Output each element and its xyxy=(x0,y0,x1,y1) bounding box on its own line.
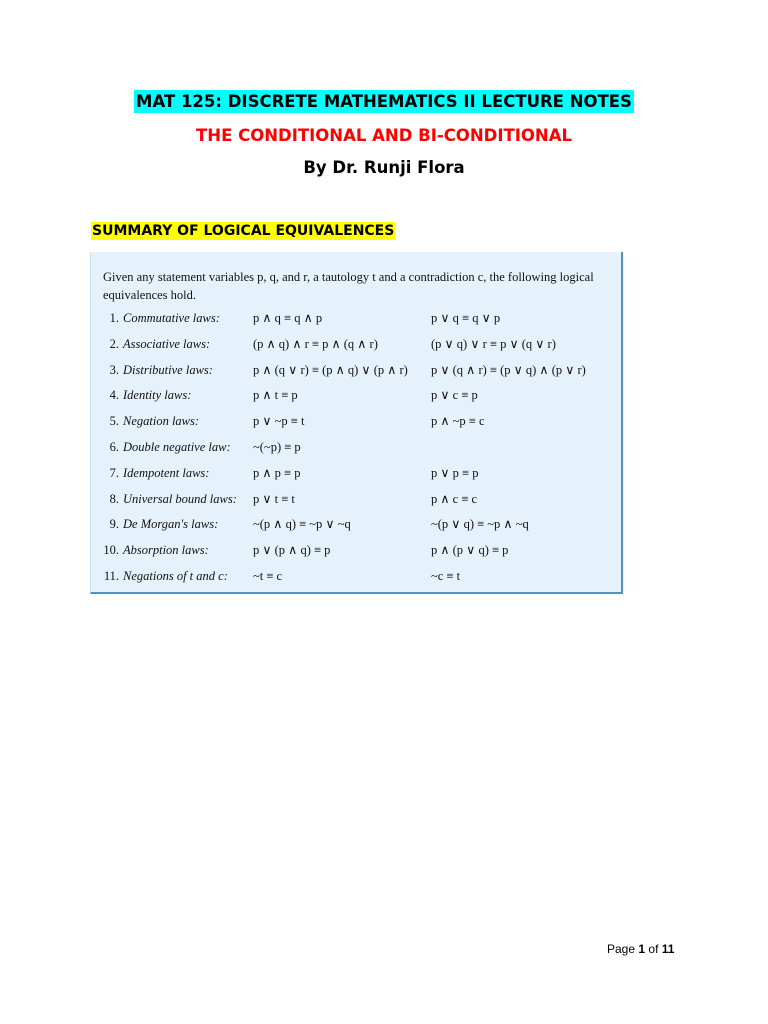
law-name: Negations of t and c: xyxy=(123,569,228,583)
equivalence-right: ~(p ∨ q) ≡ ~p ∧ ~q xyxy=(431,517,529,532)
equivalence-right: p ∨ c ≡ p xyxy=(431,388,478,403)
law-name: Universal bound laws: xyxy=(123,491,237,506)
equivalence-left: p ∧ q ≡ q ∧ p xyxy=(253,311,323,325)
table-intro: Given any statement variables p, q, and r, a tautology t and a contradiction c, the following logical equivalences hold. xyxy=(103,270,594,302)
law-number: 2. xyxy=(109,336,119,351)
page-footer xyxy=(607,942,674,956)
law-number: 1. xyxy=(109,311,119,325)
equivalence-right: p ∧ ~p ≡ c xyxy=(431,414,485,429)
page-label: Page xyxy=(607,942,636,956)
topic-title: THE CONDITIONAL AND BI-CONDITIONAL xyxy=(196,126,572,145)
law-name: Distributive laws: xyxy=(123,362,213,377)
law-number: 9. xyxy=(109,517,119,532)
equivalence-right: (p ∨ q) ∨ r ≡ p ∨ (q ∨ r) xyxy=(431,336,556,351)
law-number: 4. xyxy=(109,388,119,403)
table-row xyxy=(91,436,621,458)
law-name: Idempotent laws: xyxy=(123,465,210,480)
table-row xyxy=(91,513,621,535)
equivalence-right: p ∨ (q ∧ r) ≡ (p ∨ q) ∧ (p ∨ r) xyxy=(431,362,586,377)
law-name: Identity laws: xyxy=(123,388,192,403)
table-row xyxy=(91,359,621,381)
equivalence-left: ~t ≡ c xyxy=(253,569,283,583)
law-name: Associative laws: xyxy=(123,336,211,351)
equivalence-left: p ∧ t ≡ p xyxy=(253,388,298,403)
equivalence-right: p ∨ p ≡ p xyxy=(431,465,479,480)
course-title-text: MAT 125: DISCRETE MATHEMATICS II LECTURE NOTES xyxy=(136,92,632,111)
equivalence-left: p ∧ p ≡ p xyxy=(253,465,301,480)
equivalence-right: p ∨ q ≡ q ∨ p xyxy=(431,311,501,325)
equivalence-right: p ∧ (p ∨ q) ≡ p xyxy=(431,543,509,558)
of-label: of xyxy=(648,942,659,956)
law-number: 10. xyxy=(103,543,119,558)
table-row xyxy=(91,410,621,432)
equivalence-left: p ∧ (q ∨ r) ≡ (p ∧ q) ∨ (p ∧ r) xyxy=(253,362,408,377)
page-number: 1 xyxy=(638,942,646,956)
law-number: 8. xyxy=(109,491,119,506)
law-number: 5. xyxy=(109,414,119,429)
table-row xyxy=(91,488,621,510)
law-name: Absorption laws: xyxy=(123,543,209,558)
equivalence-left: ~(~p) ≡ p xyxy=(253,440,301,454)
law-name: Negation laws: xyxy=(123,414,200,429)
law-number: 7. xyxy=(109,465,119,480)
table-row xyxy=(91,462,621,484)
law-number: 3. xyxy=(109,362,119,377)
table-row xyxy=(91,565,621,587)
law-number: 11. xyxy=(103,569,119,583)
author-line: By Dr. Runji Flora xyxy=(303,158,465,177)
equivalence-right: ~c ≡ t xyxy=(431,569,461,583)
total-pages: 11 xyxy=(661,942,675,956)
table-row xyxy=(91,333,621,355)
equivalence-left: ~(p ∧ q) ≡ ~p ∨ ~q xyxy=(253,517,351,532)
table-row xyxy=(91,384,621,406)
section-heading: SUMMARY OF LOGICAL EQUIVALENCES xyxy=(92,223,395,239)
law-number: 6. xyxy=(109,440,119,454)
table-row xyxy=(91,539,621,561)
course-title xyxy=(0,92,768,111)
table-row xyxy=(91,307,621,329)
law-name: Double negative law: xyxy=(123,440,231,454)
equivalence-left: p ∨ t ≡ t xyxy=(253,491,295,506)
equivalence-right: p ∧ c ≡ c xyxy=(431,491,478,506)
equivalence-left: p ∨ ~p ≡ t xyxy=(253,414,305,429)
law-name: De Morgan's laws: xyxy=(123,517,219,532)
law-name: Commutative laws: xyxy=(123,311,220,325)
equivalences-table xyxy=(90,252,623,594)
equivalence-left: (p ∧ q) ∧ r ≡ p ∧ (q ∧ r) xyxy=(253,336,378,351)
equivalence-left: p ∨ (p ∧ q) ≡ p xyxy=(253,543,331,558)
